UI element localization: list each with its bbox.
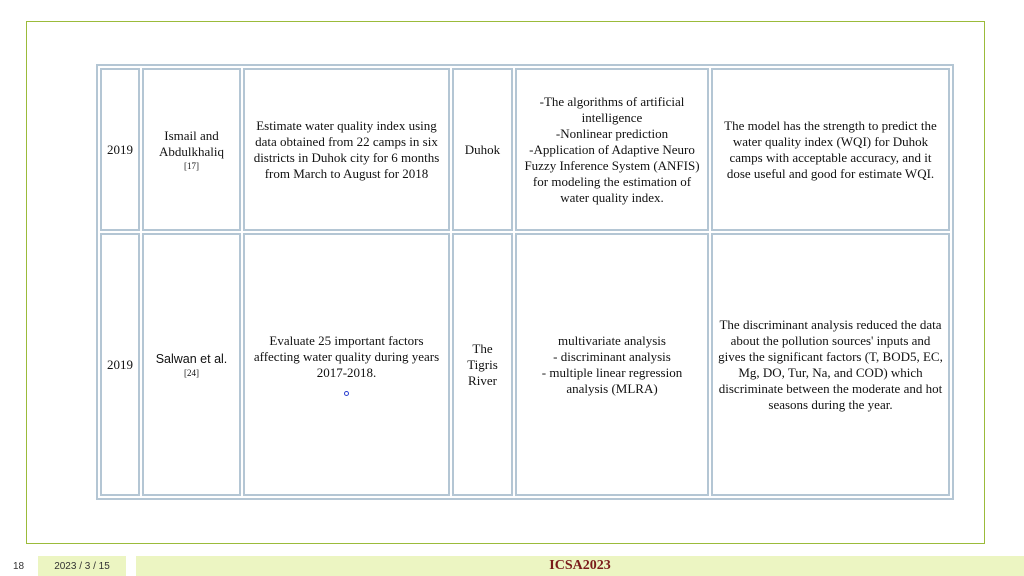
aim-text: Evaluate 25 important factors affecting water quality during years 2017-2018. (253, 333, 440, 380)
year-cell (100, 233, 140, 496)
aim-text: Estimate water quality index using data obtained from 22 camps in six districts in Duhok city for 6 months from March to August for 2018 (253, 117, 440, 181)
results-text: The model has the strength to predict the water quality index (WQI) for Duhok camps with acceptable accuracy, and it dose useful and good for estimate WQI. (724, 117, 937, 181)
year-cell (100, 68, 140, 231)
reference-number: [24] (184, 367, 199, 378)
method-item: -Application of Adaptive Neuro Fuzzy Inference System (ANFIS) for modeling the estimation of water quality index. (524, 141, 700, 205)
method-item: - discriminant analysis (553, 348, 671, 364)
author-cell (142, 233, 241, 496)
year-text: 2019 (107, 356, 133, 372)
slide-number: 18 (13, 561, 25, 572)
method-item: -Nonlinear prediction (555, 125, 669, 141)
results-cell (711, 233, 950, 496)
location-text: The Tigris River (467, 340, 498, 388)
location-cell (452, 68, 513, 231)
aim-cell (243, 68, 450, 231)
year-text: 2019 (107, 141, 133, 157)
location-text: Duhok (464, 141, 501, 157)
methods-cell (515, 68, 709, 231)
location-cell (452, 233, 513, 496)
results-cell (711, 68, 950, 231)
bullet-mark (344, 391, 349, 396)
literature-table (96, 64, 954, 500)
method-item: -The algorithms of artificial intelligence (539, 93, 685, 125)
author-text: Salwan et al. (155, 351, 228, 366)
aim-cell (243, 233, 450, 496)
slide-date: 2023 / 3 / 15 (38, 556, 126, 576)
results-text: The discriminant analysis reduced the data about the pollution sources' inputs and gives the significant factors (T, BOD5, EC, Mg, DO, Tur, Na, and COD) which discriminate between the moderate and hot seasons during the year. (718, 316, 943, 412)
author-text: Ismail and Abdulkhaliq (159, 127, 224, 159)
reference-number: [17] (184, 160, 199, 171)
table-row (100, 233, 950, 496)
methods-cell (515, 233, 709, 496)
author-cell (142, 68, 241, 231)
table-row (100, 68, 950, 231)
footer-title: ICSA2023 (136, 556, 1024, 576)
method-item: - multiple linear regression analysis (MLRA) (541, 364, 683, 396)
method-item: multivariate analysis (558, 332, 666, 348)
